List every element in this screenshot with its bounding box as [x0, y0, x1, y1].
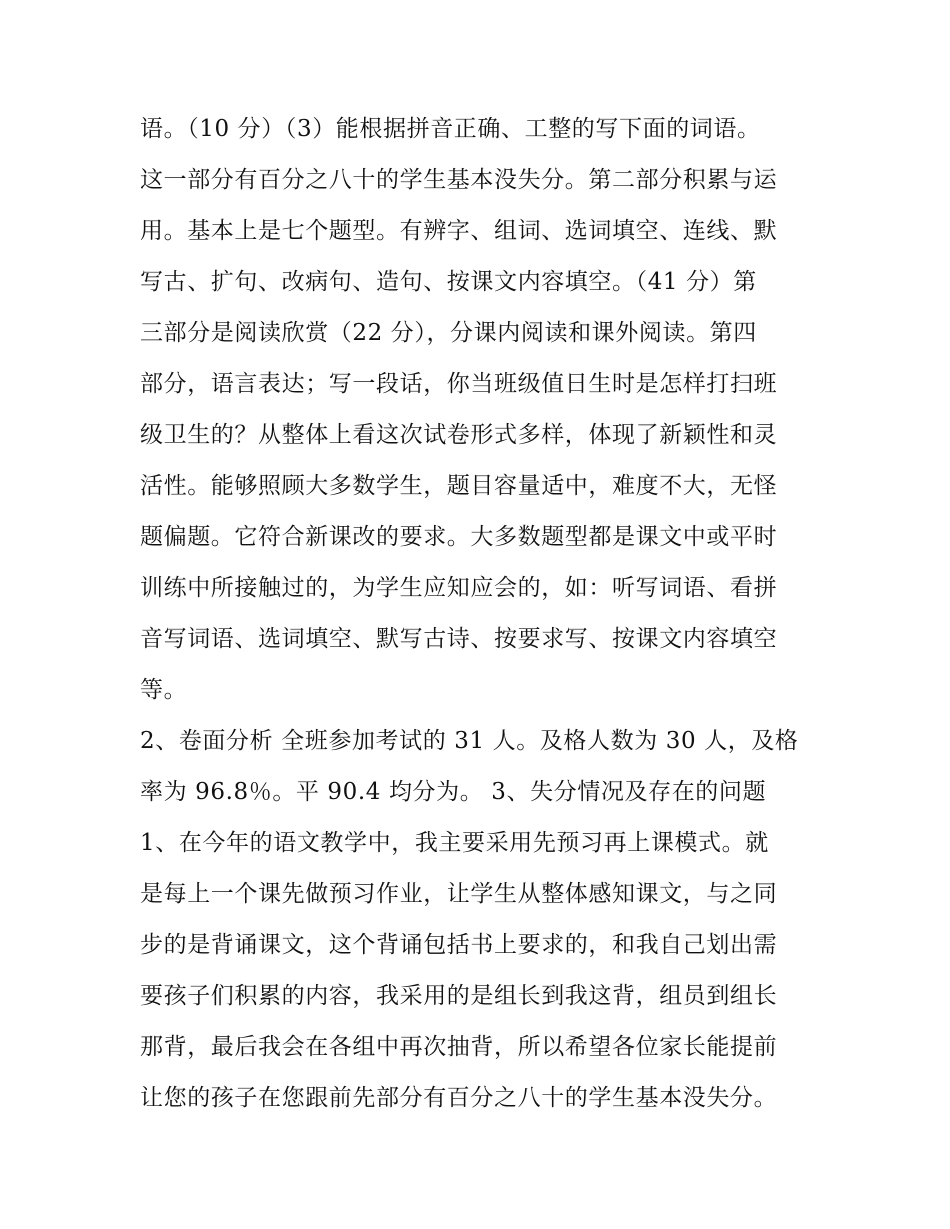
text-line: 训练中所接触过的，为学生应知应会的，如：听写词语、看拼	[140, 575, 778, 601]
text-line: 1、在今年的语文教学中，我主要采用先预习再上课模式。就	[140, 830, 769, 856]
text-line: 要孩子们积累的内容，我采用的是组长到我这背，组员到组长	[140, 983, 778, 1009]
text-line: 音写词语、选词填空、默写古诗、按要求写、按课文内容填空	[140, 626, 778, 652]
text-line: 让您的孩子在您跟前先部分有百分之八十的学生基本没失分。	[140, 1085, 778, 1111]
text-line: 步的是背诵课文，这个背诵包括书上要求的，和我自己划出需	[140, 932, 778, 958]
text-line: 等。	[140, 677, 188, 703]
text-line: 这一部分有百分之八十的学生基本没失分。第二部分积累与运	[140, 167, 778, 193]
text-line: 写古、扩句、改病句、造句、按课文内容填空。（41 分）第	[140, 269, 757, 295]
text-line: 2、卷面分析 全班参加考试的 31 人。及格人数为 30 人，及格	[140, 728, 799, 754]
text-line: 三部分是阅读欣赏（22 分），分课内阅读和课外阅读。第四	[140, 320, 757, 346]
text-line: 那背，最后我会在各组中再次抽背，所以希望各位家长能提前	[140, 1034, 778, 1060]
text-line: 级卫生的？从整体上看这次试卷形式多样，体现了新颖性和灵	[140, 422, 778, 448]
text-line: 题偏题。它符合新课改的要求。大多数题型都是课文中或平时	[140, 524, 778, 550]
text-line: 活性。能够照顾大多数学生，题目容量适中，难度不大，无怪	[140, 473, 778, 499]
text-line: 语。（10 分）（3）能根据拼音正确、工整的写下面的词语。	[140, 116, 761, 142]
text-line: 部分，语言表达；写一段话，你当班级值日生时是怎样打扫班	[140, 371, 778, 397]
text-line: 率为 96.8％。平 90.4 均分为。 3、失分情况及存在的问题	[140, 779, 767, 805]
text-line: 是每上一个课先做预习作业，让学生从整体感知课文，与之同	[140, 881, 778, 907]
text-line: 用。基本上是七个题型。有辨字、组词、选词填空、连线、默	[140, 218, 778, 244]
body-text	[140, 104, 820, 1124]
